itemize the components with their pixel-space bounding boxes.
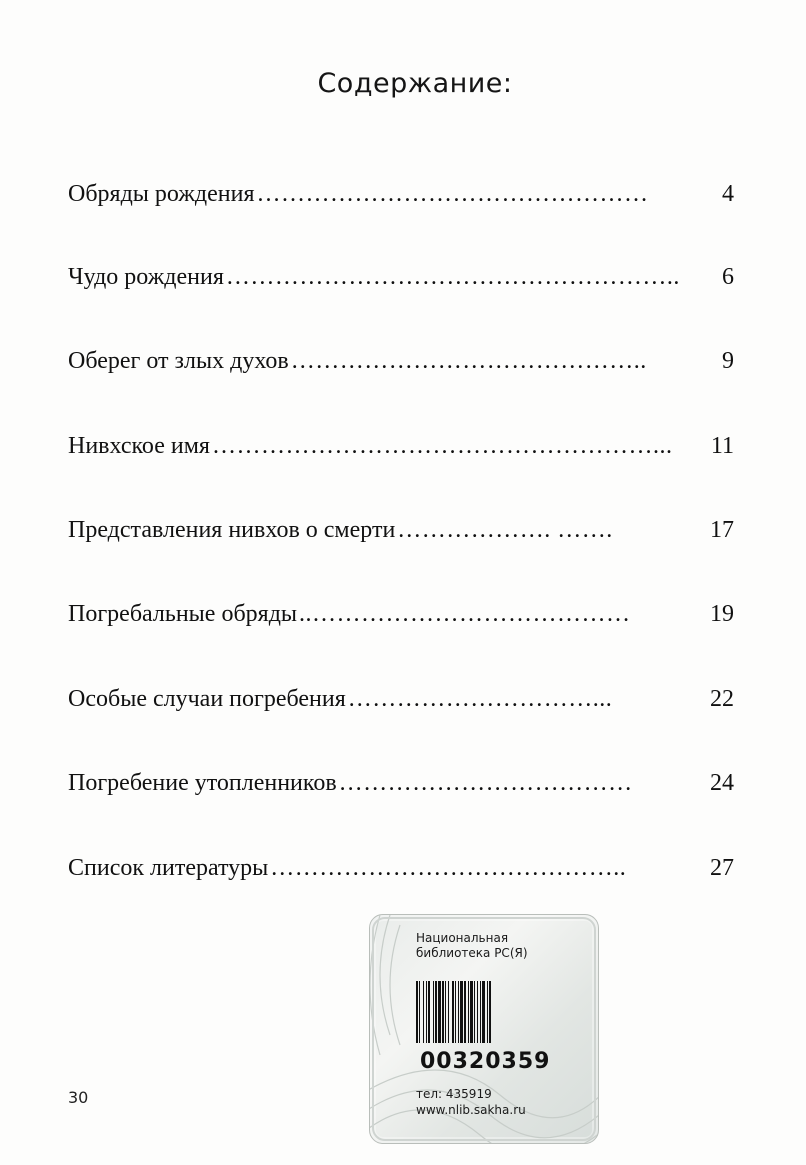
toc-entry — [68, 264, 734, 298]
barcode-bar — [477, 981, 478, 1043]
barcode-bar — [458, 981, 459, 1043]
toc-entry-page: 6 — [722, 264, 734, 290]
barcode-bar — [474, 981, 475, 1043]
toc-entry-page: 9 — [722, 348, 734, 374]
toc-entry-page: 19 — [710, 601, 734, 627]
toc-entry-page: 4 — [722, 181, 734, 207]
toc-leader-dots: …………………………... — [347, 686, 613, 712]
barcode-bar — [419, 981, 420, 1043]
barcode-bar — [489, 981, 491, 1043]
toc-entry-page: 17 — [710, 517, 734, 543]
toc-entry — [68, 686, 734, 720]
library-phone: тел: 435919 — [416, 1087, 492, 1101]
toc-leader-dots: ..………………………………… — [299, 601, 631, 627]
toc-entry-label: Список литературы — [68, 855, 269, 881]
barcode-bar — [423, 981, 424, 1043]
toc-entry — [68, 348, 734, 382]
library-name-line1: Национальная — [416, 931, 509, 945]
toc-entry-label: Погребальные обряды — [68, 601, 298, 627]
toc-leader-dots: …………………………………….. — [290, 348, 647, 374]
barcode-bar — [426, 981, 427, 1043]
toc-leader-dots: ………………………………………………... — [211, 433, 673, 459]
toc-title: Содержание: — [317, 68, 513, 99]
barcode-bar — [460, 981, 463, 1043]
toc-leader-dots: ………………………………………… — [256, 181, 649, 207]
toc-entry — [68, 433, 734, 467]
barcode-bar — [448, 981, 449, 1043]
library-sticker — [369, 914, 599, 1144]
toc-entry — [68, 517, 734, 551]
barcode-bar — [464, 981, 466, 1043]
barcode-bar — [433, 981, 434, 1043]
barcode-bar — [468, 981, 469, 1043]
toc-entry — [68, 181, 734, 215]
barcode-bar — [435, 981, 437, 1043]
page-number: 30 — [68, 1088, 89, 1107]
barcode-bar — [428, 981, 430, 1043]
barcode-bar — [487, 981, 488, 1043]
barcode-bar — [438, 981, 441, 1043]
barcode — [414, 981, 564, 1043]
toc-entry — [68, 601, 734, 635]
toc-entry — [68, 770, 734, 804]
barcode-bar — [416, 981, 418, 1043]
toc-entry-label: Представления нивхов о смерти — [68, 517, 396, 543]
toc-entry-page: 22 — [710, 686, 734, 712]
barcode-bar — [442, 981, 444, 1043]
barcode-bar — [455, 981, 456, 1043]
toc-entry-label: Погребение утопленников — [68, 770, 337, 796]
library-name-line2: библиотека РС(Я) — [416, 946, 528, 960]
toc-leader-dots: ………………. ……. — [397, 517, 613, 543]
toc-entry-label: Оберег от злых духов — [68, 348, 289, 374]
toc-entry-page: 24 — [710, 770, 734, 796]
toc-entry-page: 27 — [710, 855, 734, 881]
barcode-bar — [482, 981, 485, 1043]
toc-entry-label: Нивхское имя — [68, 433, 210, 459]
toc-entry-page: 11 — [710, 433, 734, 459]
barcode-bar — [452, 981, 454, 1043]
toc-leader-dots: …………………………………….. — [270, 855, 627, 881]
toc-entry — [68, 855, 734, 889]
toc-entry-label: Особые случаи погребения — [68, 686, 346, 712]
barcode-bar — [480, 981, 481, 1043]
barcode-bar — [470, 981, 473, 1043]
toc-leader-dots: ……………………………………………….. — [225, 264, 680, 290]
toc-leader-dots: ……………………………… — [338, 770, 633, 796]
barcode-bar — [445, 981, 446, 1043]
barcode-number: 00320359 — [420, 1049, 551, 1074]
toc-entry-label: Обряды рождения — [68, 181, 255, 207]
toc-entry-label: Чудо рождения — [68, 264, 224, 290]
library-website: www.nlib.sakha.ru — [416, 1103, 526, 1117]
